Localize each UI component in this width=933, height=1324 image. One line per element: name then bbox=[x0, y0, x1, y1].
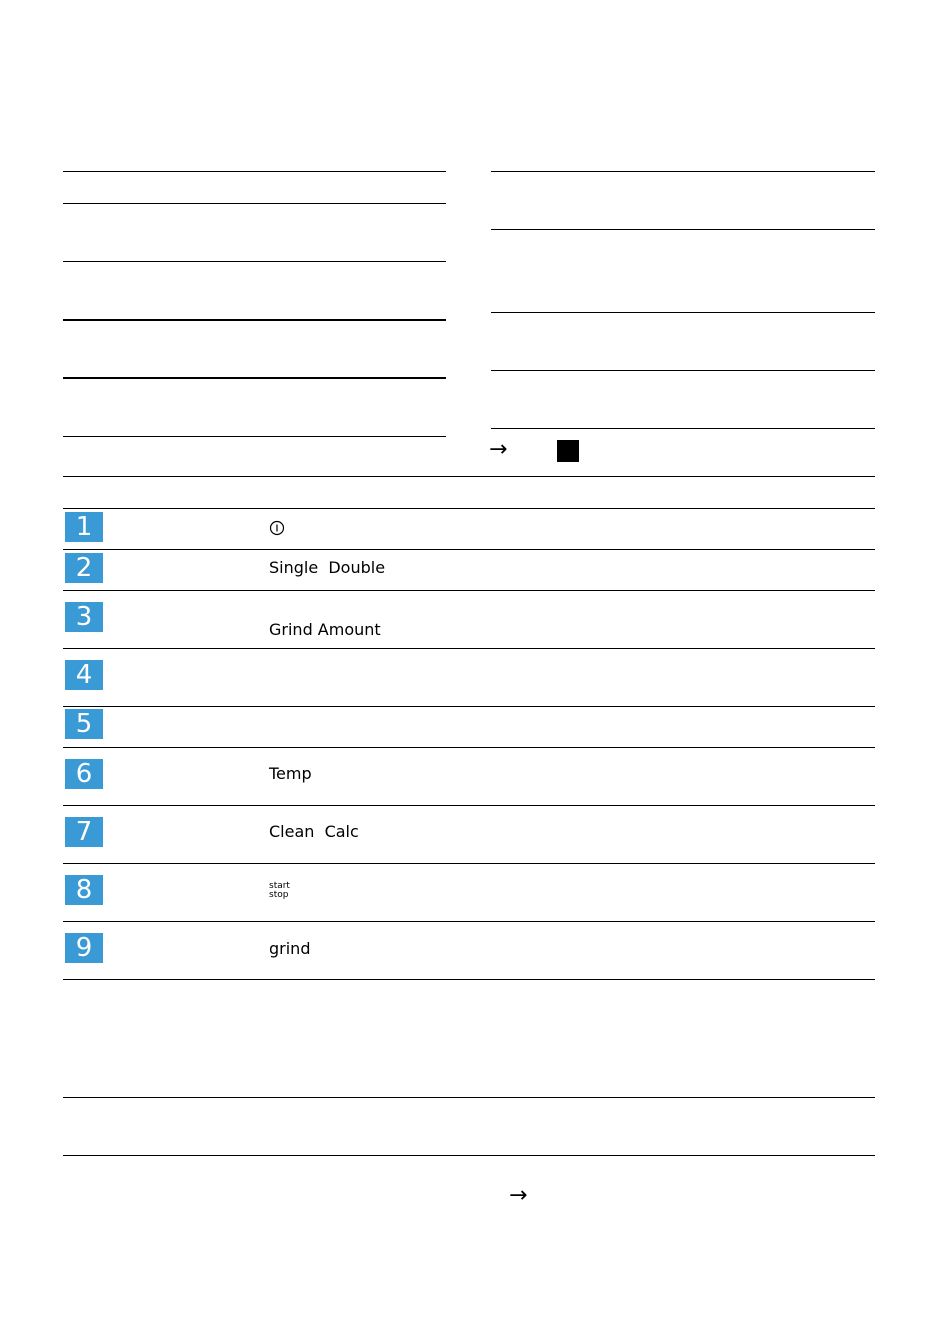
control-number-badge: 5 bbox=[65, 709, 103, 739]
control-number-badge: 4 bbox=[65, 660, 103, 690]
table-rule-row-7 bbox=[63, 863, 875, 864]
control-number-badge: 6 bbox=[65, 759, 103, 789]
control-number-badge: 1 bbox=[65, 512, 103, 542]
control-number-badge: 2 bbox=[65, 553, 103, 583]
control-label-stop: stop bbox=[269, 890, 289, 900]
rule-right-1 bbox=[491, 171, 875, 172]
stop-square-icon bbox=[557, 440, 579, 462]
lower-rule-1 bbox=[63, 1097, 875, 1098]
table-rule-row-3 bbox=[63, 648, 875, 649]
lower-rule-2 bbox=[63, 1155, 875, 1156]
rule-left-6 bbox=[63, 436, 446, 437]
control-label-grind-amount: Grind Amount bbox=[269, 620, 381, 639]
table-rule-header bbox=[63, 508, 875, 509]
rule-right-4 bbox=[491, 370, 875, 371]
table-rule-row-2 bbox=[63, 590, 875, 591]
control-number-badge: 9 bbox=[65, 933, 103, 963]
control-label-single-double: Single Double bbox=[269, 558, 386, 577]
control-label-clean-calc: Clean Calc bbox=[269, 822, 359, 841]
rule-left-1 bbox=[63, 171, 446, 172]
control-label-temp: Temp bbox=[269, 764, 312, 783]
control-number-badge: 7 bbox=[65, 817, 103, 847]
rule-left-4 bbox=[63, 319, 446, 321]
table-rule-row-9 bbox=[63, 979, 875, 980]
control-label-grind: grind bbox=[269, 939, 311, 958]
table-rule-row-4 bbox=[63, 706, 875, 707]
rule-left-2 bbox=[63, 203, 446, 204]
table-rule-row-8 bbox=[63, 921, 875, 922]
rule-right-2 bbox=[491, 229, 875, 230]
control-label-start: start bbox=[269, 881, 290, 891]
control-number-badge: 3 bbox=[65, 602, 103, 632]
power-icon bbox=[269, 520, 285, 536]
arrow-right-icon: → bbox=[509, 1183, 528, 1208]
rule-left-5 bbox=[63, 377, 446, 379]
table-rule-row-5 bbox=[63, 747, 875, 748]
table-rule-row-6 bbox=[63, 805, 875, 806]
rule-right-5 bbox=[491, 428, 875, 429]
rule-right-3 bbox=[491, 312, 875, 313]
control-number-badge: 8 bbox=[65, 875, 103, 905]
table-rule-row-1 bbox=[63, 549, 875, 550]
table-rule-top bbox=[63, 476, 875, 477]
arrow-right-icon: → bbox=[489, 437, 508, 462]
rule-left-3 bbox=[63, 261, 446, 262]
